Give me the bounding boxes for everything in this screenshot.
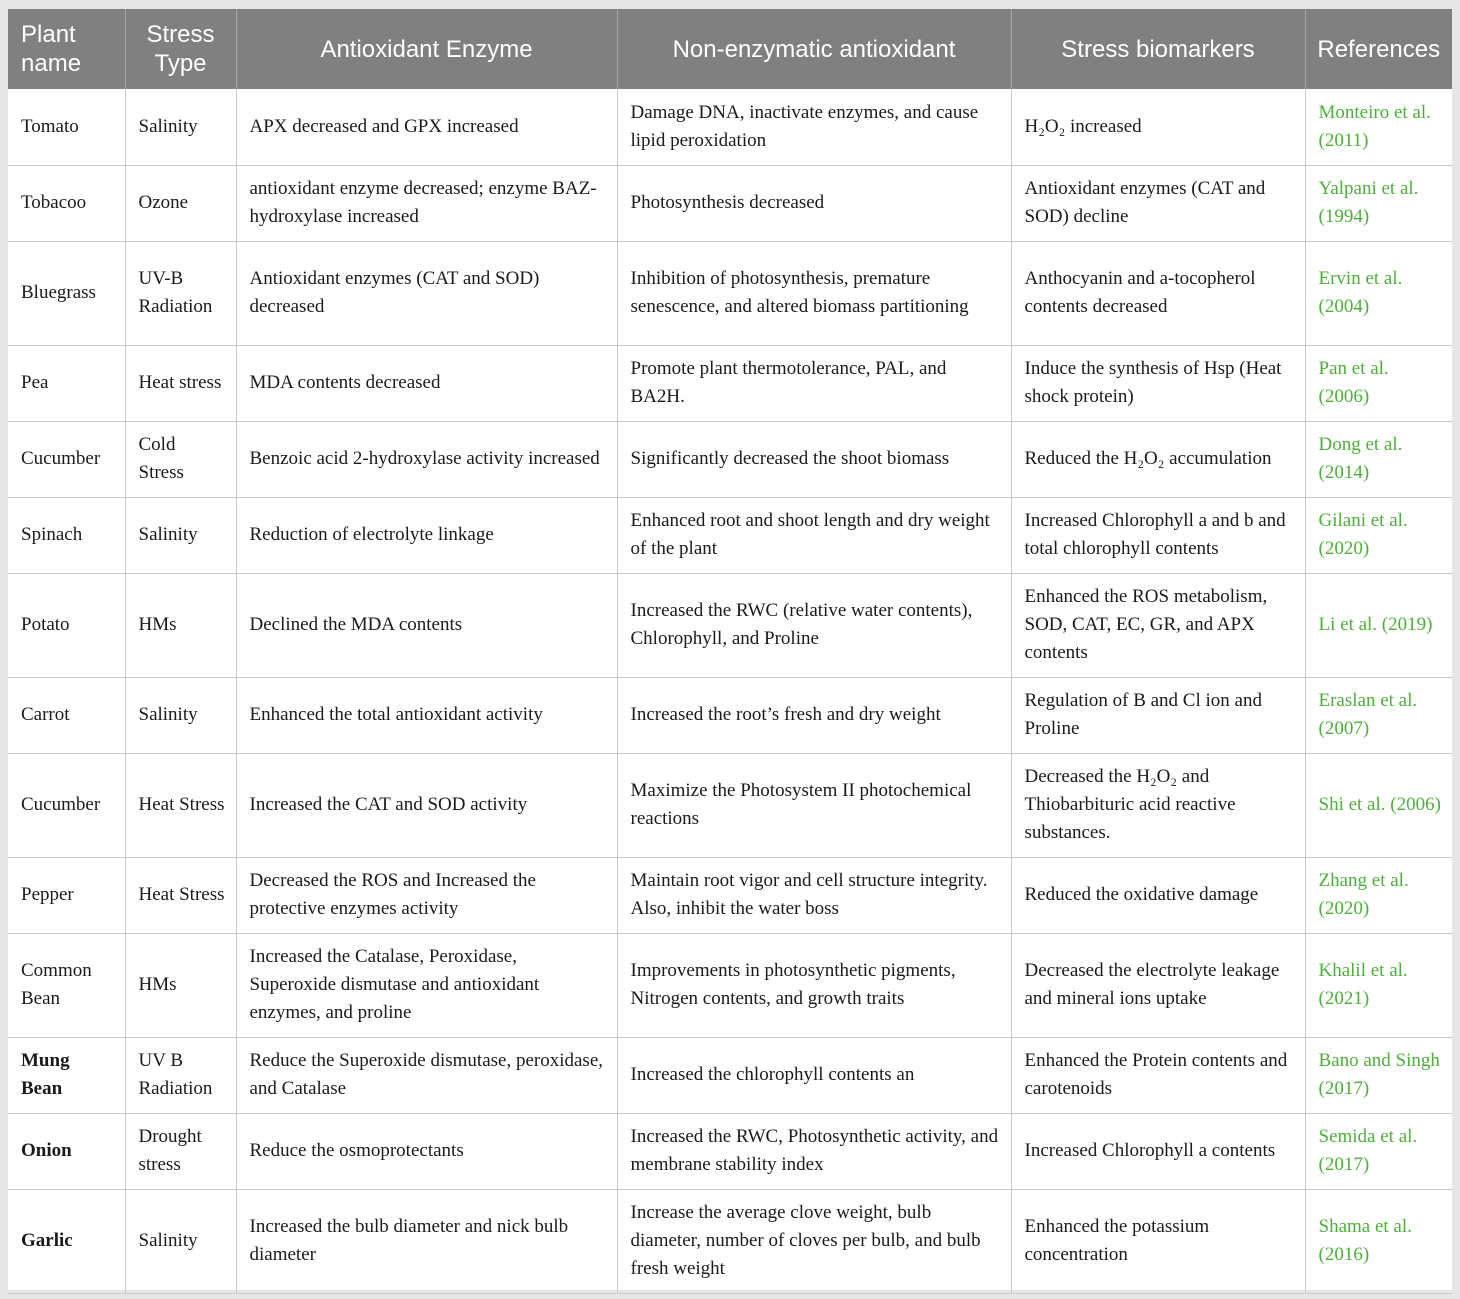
plant-name-cell: Mung Bean bbox=[8, 1037, 125, 1113]
plant-name-cell: Cucumber bbox=[8, 753, 125, 857]
antioxidant-enzyme-cell: antioxidant enzyme decreased; enzyme BAZ-hydroxylase increased bbox=[236, 165, 617, 241]
reference-link[interactable]: Gilani et al. (2020) bbox=[1305, 497, 1452, 573]
biomarker-cell: Increased Chlorophyll a contents bbox=[1011, 1113, 1305, 1189]
reference-link[interactable]: Pan et al. (2006) bbox=[1305, 345, 1452, 421]
biomarker-cell: Enhanced the Protein contents and carotenoids bbox=[1011, 1037, 1305, 1113]
biomarker-cell: Antioxidant enzymes (CAT and SOD) decline bbox=[1011, 165, 1305, 241]
antioxidant-enzyme-cell: Increased the CAT and SOD activity bbox=[236, 753, 617, 857]
table-row bbox=[8, 573, 1452, 677]
antioxidant-enzyme-cell: Increased the Catalase, Peroxidase, Superoxide dismutase and antioxidant enzymes, and proline bbox=[236, 933, 617, 1037]
data-table bbox=[8, 9, 1452, 1294]
reference-link[interactable]: Li et al. (2019) bbox=[1305, 573, 1452, 677]
biomarker-cell: Regulation of B and Cl ion and Proline bbox=[1011, 677, 1305, 753]
plant-name-cell: Garlic bbox=[8, 1189, 125, 1293]
plant-name-cell: Carrot bbox=[8, 677, 125, 753]
antioxidant-enzyme-cell: APX decreased and GPX increased bbox=[236, 89, 617, 165]
table-row bbox=[8, 89, 1452, 165]
biomarker-cell: Enhanced the potassium concentration bbox=[1011, 1189, 1305, 1293]
stress-type-cell: HMs bbox=[125, 573, 236, 677]
antioxidant-enzyme-cell: Antioxidant enzymes (CAT and SOD) decreased bbox=[236, 241, 617, 345]
non-enzymatic-cell: Significantly decreased the shoot biomass bbox=[617, 421, 1011, 497]
reference-link[interactable]: Zhang et al. (2020) bbox=[1305, 857, 1452, 933]
header-plant-name: Plant name bbox=[8, 9, 125, 89]
reference-link[interactable]: Shi et al. (2006) bbox=[1305, 753, 1452, 857]
stress-type-cell: HMs bbox=[125, 933, 236, 1037]
biomarker-cell: Reduced the oxidative damage bbox=[1011, 857, 1305, 933]
stress-type-cell: Drought stress bbox=[125, 1113, 236, 1189]
non-enzymatic-cell: Maximize the Photosystem II photochemical reactions bbox=[617, 753, 1011, 857]
biomarker-cell: Decreased the H₂O₂ and Thiobarbituric acid reactive substances. bbox=[1011, 753, 1305, 857]
plant-name-cell: Onion bbox=[8, 1113, 125, 1189]
stress-type-cell: Cold Stress bbox=[125, 421, 236, 497]
reference-link[interactable]: Ervin et al. (2004) bbox=[1305, 241, 1452, 345]
antioxidant-enzyme-cell: Declined the MDA contents bbox=[236, 573, 617, 677]
non-enzymatic-cell: Increased the RWC, Photosynthetic activity, and membrane stability index bbox=[617, 1113, 1011, 1189]
plant-name-cell: Bluegrass bbox=[8, 241, 125, 345]
header-antioxidant-enzyme: Antioxidant Enzyme bbox=[236, 9, 617, 89]
non-enzymatic-cell: Inhibition of photosynthesis, premature senescence, and altered biomass partitioning bbox=[617, 241, 1011, 345]
header-stress-type: Stress Type bbox=[125, 9, 236, 89]
non-enzymatic-cell: Increased the RWC (relative water contents), Chlorophyll, and Proline bbox=[617, 573, 1011, 677]
non-enzymatic-cell: Improvements in photosynthetic pigments, Nitrogen contents, and growth traits bbox=[617, 933, 1011, 1037]
header-non-enzymatic-antioxidant: Non-enzymatic antioxidant bbox=[617, 9, 1011, 89]
stress-type-cell: Heat Stress bbox=[125, 857, 236, 933]
stress-type-cell: Heat stress bbox=[125, 345, 236, 421]
table-row bbox=[8, 1037, 1452, 1113]
non-enzymatic-cell: Enhanced root and shoot length and dry weight of the plant bbox=[617, 497, 1011, 573]
antioxidant-enzyme-cell: Reduce the Superoxide dismutase, peroxidase, and Catalase bbox=[236, 1037, 617, 1113]
non-enzymatic-cell: Increased the chlorophyll contents an bbox=[617, 1037, 1011, 1113]
antioxidant-enzyme-cell: Reduce the osmoprotectants bbox=[236, 1113, 617, 1189]
non-enzymatic-cell: Maintain root vigor and cell structure integrity. Also, inhibit the water boss bbox=[617, 857, 1011, 933]
reference-link[interactable]: Shama et al. (2016) bbox=[1305, 1189, 1452, 1293]
reference-link[interactable]: Eraslan et al. (2007) bbox=[1305, 677, 1452, 753]
plant-name-cell: Potato bbox=[8, 573, 125, 677]
biomarker-cell: Increased Chlorophyll a and b and total chlorophyll contents bbox=[1011, 497, 1305, 573]
biomarker-cell: Reduced the H₂O₂ accumulation bbox=[1011, 421, 1305, 497]
table-row bbox=[8, 165, 1452, 241]
table-row bbox=[8, 345, 1452, 421]
plant-name-cell: Pepper bbox=[8, 857, 125, 933]
table-container bbox=[8, 9, 1452, 1290]
header-references: References bbox=[1305, 9, 1452, 89]
stress-type-cell: Salinity bbox=[125, 89, 236, 165]
plant-name-cell: Spinach bbox=[8, 497, 125, 573]
antioxidant-enzyme-cell: Increased the bulb diameter and nick bulb diameter bbox=[236, 1189, 617, 1293]
antioxidant-enzyme-cell: Benzoic acid 2-hydroxylase activity increased bbox=[236, 421, 617, 497]
antioxidant-enzyme-cell: MDA contents decreased bbox=[236, 345, 617, 421]
antioxidant-enzyme-cell: Decreased the ROS and Increased the protective enzymes activity bbox=[236, 857, 617, 933]
non-enzymatic-cell: Promote plant thermotolerance, PAL, and BA2H. bbox=[617, 345, 1011, 421]
table-row bbox=[8, 241, 1452, 345]
table-row bbox=[8, 933, 1452, 1037]
table-row bbox=[8, 677, 1452, 753]
biomarker-cell: Decreased the electrolyte leakage and mineral ions uptake bbox=[1011, 933, 1305, 1037]
header-stress-biomarkers: Stress biomarkers bbox=[1011, 9, 1305, 89]
header-row bbox=[8, 9, 1452, 89]
reference-link[interactable]: Monteiro et al. (2011) bbox=[1305, 89, 1452, 165]
stress-type-cell: Salinity bbox=[125, 497, 236, 573]
table-row bbox=[8, 421, 1452, 497]
biomarker-cell: Enhanced the ROS metabolism, SOD, CAT, EC, GR, and APX contents bbox=[1011, 573, 1305, 677]
antioxidant-enzyme-cell: Reduction of electrolyte linkage bbox=[236, 497, 617, 573]
stress-type-cell: Ozone bbox=[125, 165, 236, 241]
table-row bbox=[8, 753, 1452, 857]
non-enzymatic-cell: Increase the average clove weight, bulb diameter, number of cloves per bulb, and bulb fresh weight bbox=[617, 1189, 1011, 1293]
biomarker-cell: H₂O₂ increased bbox=[1011, 89, 1305, 165]
plant-name-cell: Pea bbox=[8, 345, 125, 421]
table-row bbox=[8, 497, 1452, 573]
reference-link[interactable]: Yalpani et al. (1994) bbox=[1305, 165, 1452, 241]
stress-type-cell: Salinity bbox=[125, 677, 236, 753]
plant-name-cell: Common Bean bbox=[8, 933, 125, 1037]
biomarker-cell: Anthocyanin and a-tocopherol contents decreased bbox=[1011, 241, 1305, 345]
stress-type-cell: Salinity bbox=[125, 1189, 236, 1293]
reference-link[interactable]: Dong et al. (2014) bbox=[1305, 421, 1452, 497]
table-row bbox=[8, 1113, 1452, 1189]
non-enzymatic-cell: Increased the root’s fresh and dry weight bbox=[617, 677, 1011, 753]
stress-type-cell: UV B Radiation bbox=[125, 1037, 236, 1113]
reference-link[interactable]: Bano and Singh (2017) bbox=[1305, 1037, 1452, 1113]
plant-name-cell: Tobacoo bbox=[8, 165, 125, 241]
plant-name-cell: Cucumber bbox=[8, 421, 125, 497]
reference-link[interactable]: Khalil et al. (2021) bbox=[1305, 933, 1452, 1037]
stress-type-cell: Heat Stress bbox=[125, 753, 236, 857]
antioxidant-enzyme-cell: Enhanced the total antioxidant activity bbox=[236, 677, 617, 753]
stress-type-cell: UV-B Radiation bbox=[125, 241, 236, 345]
plant-name-cell: Tomato bbox=[8, 89, 125, 165]
non-enzymatic-cell: Photosynthesis decreased bbox=[617, 165, 1011, 241]
non-enzymatic-cell: Damage DNA, inactivate enzymes, and cause lipid peroxidation bbox=[617, 89, 1011, 165]
table-row bbox=[8, 1189, 1452, 1293]
reference-link[interactable]: Semida et al. (2017) bbox=[1305, 1113, 1452, 1189]
table-row bbox=[8, 857, 1452, 933]
biomarker-cell: Induce the synthesis of Hsp (Heat shock protein) bbox=[1011, 345, 1305, 421]
